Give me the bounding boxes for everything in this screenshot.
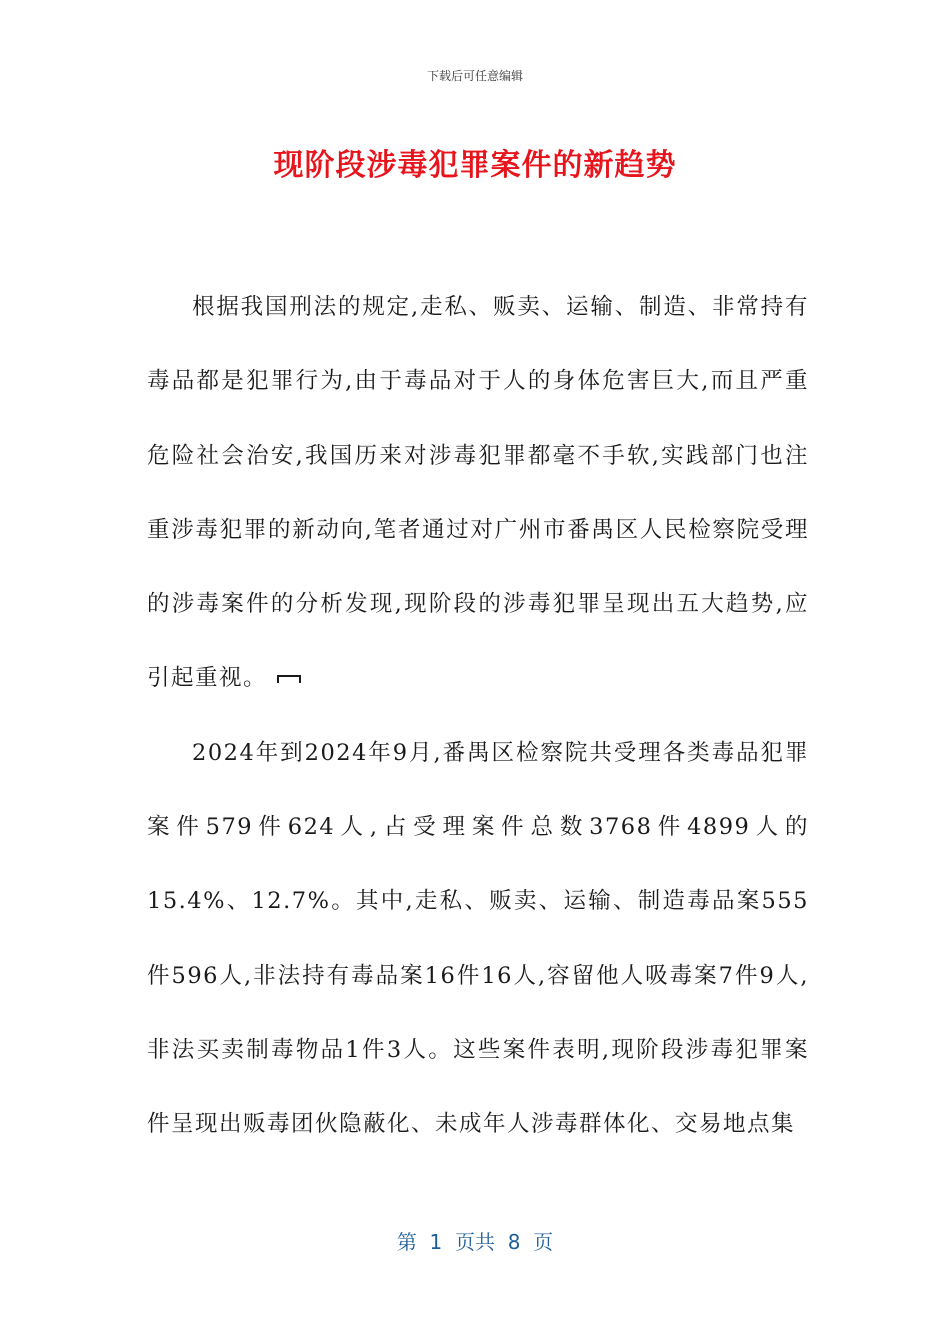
paragraph-1 <box>147 270 809 716</box>
paragraph-1-text: 根据我国刑法的规定,走私、贩卖、运输、制造、非常持有毒品都是犯罪行为,由于毒品对于人的身体危害巨大,而且严重危险社会治安,我国历来对涉毒犯罪都毫不手软,实践部门也注重涉毒犯罪的新动向,笔者通过对广州市番禺区人民检察院受理的涉毒案件的分析发现,现阶段的涉毒犯罪呈现出五大趋势,应引起重视。 <box>147 294 809 692</box>
paragraph-2: 2024年到2024年9月,番禺区检察院共受理各类毒品犯罪案件579件624人,占受理案件总数3768件4899人的15.4%、12.7%。其中,走私、贩卖、运输、制造毒品案555件596人,非法持有毒品案16件16人,容留他人吸毒案7件9人,非法买卖制毒物品1件3人。这些案件表明,现阶段涉毒犯罪案件呈现出贩毒团伙隐蔽化、未成年人涉毒群体化、交易地点集 <box>147 739 809 1138</box>
header-note: 下载后可任意编辑 <box>426 69 523 83</box>
document-body <box>147 270 809 1162</box>
text-cursor-icon <box>277 675 301 683</box>
document-title: 现阶段涉毒犯罪案件的新趋势 <box>273 148 677 183</box>
page-number: 第 1 页共 8 页 <box>396 1230 554 1254</box>
